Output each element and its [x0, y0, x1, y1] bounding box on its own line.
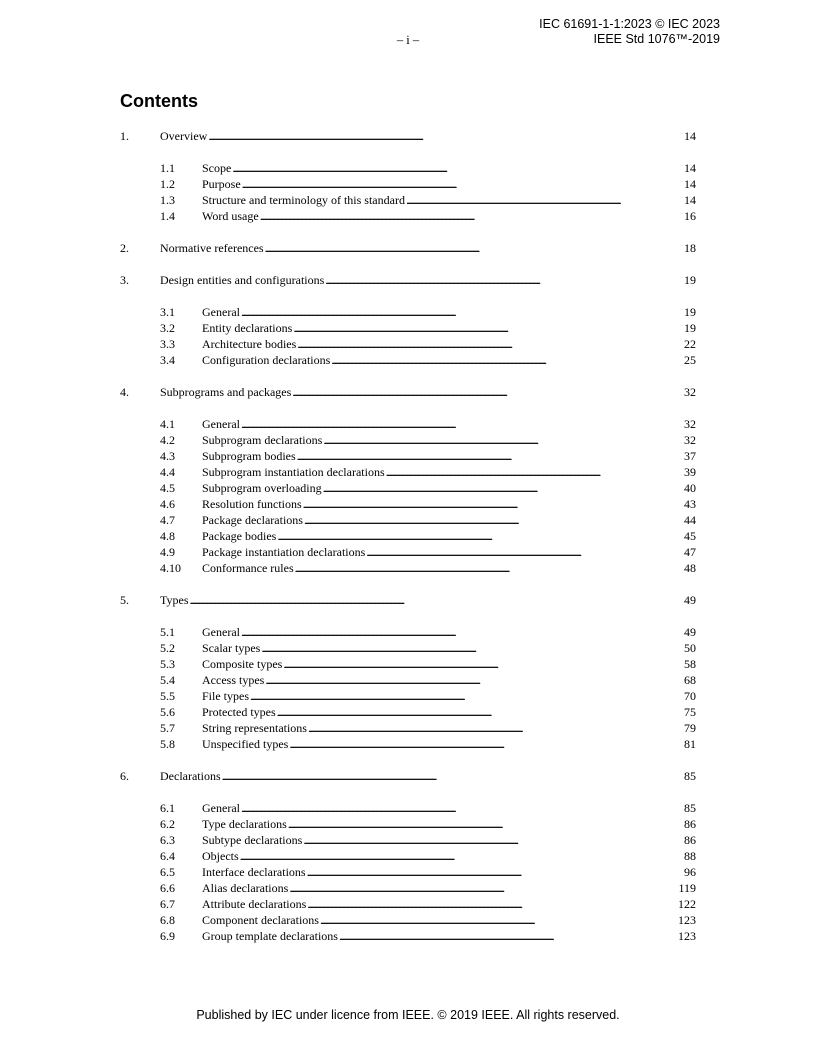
toc-entry-page: 79 — [684, 721, 696, 735]
toc-entry-number: 1. — [120, 129, 129, 143]
toc-subentry-list — [120, 800, 696, 944]
header-standard-iec: IEC 61691-1-1:2023 © IEC 2023 — [539, 17, 720, 31]
toc-entry-label: Alias declarations — [202, 881, 289, 895]
toc-entry-label: Purpose — [202, 177, 241, 191]
toc-entry-label: Normative references — [160, 241, 264, 255]
toc-entry-label: Unspecified types — [202, 737, 289, 751]
toc-entry-label: Conformance rules — [202, 561, 294, 575]
toc-entry-major[interactable] — [120, 768, 696, 784]
dot-leader — [241, 800, 681, 816]
toc-entry-sub[interactable] — [120, 704, 696, 720]
toc-entry-number: 5.3 — [160, 657, 175, 671]
toc-entry-page: 96 — [684, 865, 696, 879]
toc-entry-label: Declarations — [160, 769, 221, 783]
toc-section — [120, 592, 696, 752]
dot-leader — [241, 624, 681, 640]
toc-entry-label: Resolution functions — [202, 497, 302, 511]
toc-section — [120, 272, 696, 368]
toc-entry-page: 49 — [684, 593, 696, 607]
toc-entry-label: Configuration declarations — [202, 353, 331, 367]
toc-subentry-list — [120, 416, 696, 576]
toc-entry-label: Scalar types — [202, 641, 261, 655]
toc-entry-page: 86 — [684, 833, 696, 847]
toc-entry-sub[interactable] — [120, 624, 696, 640]
toc-entry-label: Attribute declarations — [202, 897, 307, 911]
dot-leader — [190, 592, 682, 608]
toc-entry-label: Subprogram declarations — [202, 433, 323, 447]
toc-entry-sub[interactable] — [120, 928, 696, 944]
toc-entry-page: 19 — [684, 273, 696, 287]
toc-entry-sub[interactable] — [120, 560, 696, 576]
toc-entry-sub[interactable] — [120, 320, 696, 336]
toc-entry-page: 45 — [684, 529, 696, 543]
dot-leader — [406, 192, 681, 208]
toc-entry-label: Word usage — [202, 209, 259, 223]
toc-entry-page: 18 — [684, 241, 696, 255]
toc-entry-page: 32 — [684, 385, 696, 399]
toc-entry-label: General — [202, 801, 240, 815]
toc-entry-number: 5.5 — [160, 689, 175, 703]
dot-leader — [339, 928, 675, 944]
toc-entry-number: 3.1 — [160, 305, 175, 319]
toc-entry-label: Subprogram overloading — [202, 481, 322, 495]
toc-entry-sub[interactable] — [120, 176, 696, 192]
toc-entry-number: 5.8 — [160, 737, 175, 751]
dot-leader — [303, 832, 681, 848]
toc-entry-label: Structure and terminology of this standard — [202, 193, 405, 207]
toc-entry-label: Scope — [202, 161, 232, 175]
toc-entry-page: 47 — [684, 545, 696, 559]
toc-entry-major[interactable] — [120, 128, 696, 144]
toc-entry-sub[interactable] — [120, 512, 696, 528]
dot-leader — [240, 848, 681, 864]
toc-entry-page: 16 — [684, 209, 696, 223]
toc-entry-page: 123 — [678, 913, 696, 927]
toc-subentry-list — [120, 624, 696, 752]
toc-entry-page: 58 — [684, 657, 696, 671]
toc-entry-label: Architecture bodies — [202, 337, 297, 351]
toc-entry-page: 14 — [684, 177, 696, 191]
dot-leader — [386, 464, 681, 480]
dot-leader — [325, 272, 681, 288]
toc-entry-page: 68 — [684, 673, 696, 687]
toc-entry-label: Overview — [160, 129, 208, 143]
toc-entry-sub[interactable] — [120, 192, 696, 208]
toc-entry-page: 85 — [684, 801, 696, 815]
toc-entry-sub[interactable] — [120, 848, 696, 864]
dot-leader — [323, 432, 681, 448]
toc-entry-sub[interactable] — [120, 304, 696, 320]
toc-entry-number: 4.6 — [160, 497, 175, 511]
toc-entry-label: Protected types — [202, 705, 276, 719]
toc-entry-page: 88 — [684, 849, 696, 863]
toc-entry-label: Subprogram instantiation declarations — [202, 465, 385, 479]
dot-leader — [260, 208, 681, 224]
toc-entry-number: 6.7 — [160, 897, 175, 911]
toc-entry-label: Group template declarations — [202, 929, 338, 943]
toc-entry-number: 5.1 — [160, 625, 175, 639]
toc-entry-page: 14 — [684, 129, 696, 143]
toc-entry-page: 49 — [684, 625, 696, 639]
dot-leader — [308, 720, 681, 736]
toc-entry-label: Access types — [202, 673, 265, 687]
toc-entry-number: 1.4 — [160, 209, 175, 223]
toc-entry-number: 4.2 — [160, 433, 175, 447]
toc-entry-sub[interactable] — [120, 464, 696, 480]
toc-entry-number: 4.5 — [160, 481, 175, 495]
page-title: Contents — [120, 91, 198, 111]
toc-entry-number: 6.9 — [160, 929, 175, 943]
toc-entry-sub[interactable] — [120, 656, 696, 672]
toc-entry-page: 19 — [684, 321, 696, 335]
toc-entry-number: 5.4 — [160, 673, 175, 687]
toc-entry-sub[interactable] — [120, 432, 696, 448]
toc-entry-page: 50 — [684, 641, 696, 655]
toc-entry-label: Design entities and configurations — [160, 273, 325, 287]
dot-leader — [250, 688, 681, 704]
toc-entry-number: 1.3 — [160, 193, 175, 207]
toc-entry-number: 3.4 — [160, 353, 175, 367]
toc-entry-label: Subprograms and packages — [160, 385, 292, 399]
toc-entry-page: 37 — [684, 449, 696, 463]
toc-entry-sub[interactable] — [120, 688, 696, 704]
toc-entry-sub[interactable] — [120, 736, 696, 752]
toc-entry-label: Subprogram bodies — [202, 449, 296, 463]
toc-entry-sub[interactable] — [120, 640, 696, 656]
toc-entry-sub[interactable] — [120, 880, 696, 896]
toc-entry-page: 86 — [684, 817, 696, 831]
dot-leader — [242, 176, 681, 192]
toc-entry-page: 48 — [684, 561, 696, 575]
toc-entry-label: General — [202, 625, 240, 639]
toc-entry-number: 6.3 — [160, 833, 175, 847]
toc-entry-sub[interactable] — [120, 912, 696, 928]
toc-entry-page: 122 — [678, 897, 696, 911]
toc-entry-sub[interactable] — [120, 832, 696, 848]
toc-entry-number: 2. — [120, 241, 129, 255]
toc-entry-sub[interactable] — [120, 448, 696, 464]
toc-entry-sub[interactable] — [120, 720, 696, 736]
dot-leader — [307, 864, 681, 880]
page-number-marker: – i – — [396, 33, 420, 47]
dot-leader — [265, 240, 681, 256]
toc-entry-sub[interactable] — [120, 160, 696, 176]
toc-entry-page: 39 — [684, 465, 696, 479]
toc-entry-number: 4.9 — [160, 545, 175, 559]
toc-entry-major[interactable] — [120, 384, 696, 400]
dot-leader — [304, 512, 681, 528]
toc-entry-sub[interactable] — [120, 352, 696, 368]
dot-leader — [208, 128, 681, 144]
toc-entry-label: String representations — [202, 721, 307, 735]
toc-entry-label: Package bodies — [202, 529, 277, 543]
toc-entry-number: 3.3 — [160, 337, 175, 351]
toc-entry-label: Package instantiation declarations — [202, 545, 366, 559]
toc-entry-page: 19 — [684, 305, 696, 319]
toc-subentry-list — [120, 304, 696, 368]
toc-entry-label: Type declarations — [202, 817, 287, 831]
toc-entry-page: 40 — [684, 481, 696, 495]
toc-entry-number: 6.8 — [160, 913, 175, 927]
toc-entry-number: 1.2 — [160, 177, 175, 191]
toc-entry-number: 5.7 — [160, 721, 175, 735]
toc-entry-number: 6.5 — [160, 865, 175, 879]
dot-leader — [232, 160, 681, 176]
toc-entry-sub[interactable] — [120, 528, 696, 544]
toc-section — [120, 240, 696, 256]
header-standard-ieee: IEEE Std 1076™-2019 — [593, 32, 720, 46]
toc-entry-sub[interactable] — [120, 416, 696, 432]
toc-entry-sub[interactable] — [120, 336, 696, 352]
footer-copyright: Published by IEC under licence from IEEE. © 2019 IEEE. All rights reserved. — [196, 1008, 620, 1022]
toc-entry-number: 6.1 — [160, 801, 175, 815]
dot-leader — [222, 768, 681, 784]
toc-entry-number: 6.2 — [160, 817, 175, 831]
dot-leader — [261, 640, 681, 656]
toc-entry-page: 123 — [678, 929, 696, 943]
toc-entry-sub[interactable] — [120, 864, 696, 880]
toc-entry-page: 14 — [684, 161, 696, 175]
toc-entry-label: Component declarations — [202, 913, 319, 927]
dot-leader — [265, 672, 681, 688]
dot-leader — [295, 560, 681, 576]
toc-entry-label: General — [202, 417, 240, 431]
toc-entry-sub[interactable] — [120, 816, 696, 832]
toc-entry-page: 25 — [684, 353, 696, 367]
toc-entry-number: 1.1 — [160, 161, 175, 175]
toc-entry-major[interactable] — [120, 240, 696, 256]
toc-entry-number: 4.7 — [160, 513, 175, 527]
toc-entry-sub[interactable] — [120, 544, 696, 560]
toc-entry-page: 70 — [684, 689, 696, 703]
toc-entry-number: 4.3 — [160, 449, 175, 463]
toc-entry-sub[interactable] — [120, 800, 696, 816]
dot-leader — [289, 736, 681, 752]
dot-leader — [293, 320, 681, 336]
toc-subentry-list — [120, 160, 696, 224]
toc-entry-page: 85 — [684, 769, 696, 783]
toc-entry-number: 5.2 — [160, 641, 175, 655]
dot-leader — [288, 816, 681, 832]
dot-leader — [323, 480, 681, 496]
toc-entry-number: 3. — [120, 273, 129, 287]
toc-entry-sub[interactable] — [120, 672, 696, 688]
toc-entry-label: General — [202, 305, 240, 319]
dot-leader — [320, 912, 675, 928]
dot-leader — [292, 384, 681, 400]
toc-entry-label: Interface declarations — [202, 865, 306, 879]
toc-entry-major[interactable] — [120, 592, 696, 608]
toc-entry-label: Entity declarations — [202, 321, 293, 335]
toc-entry-sub[interactable] — [120, 208, 696, 224]
toc-entry-sub[interactable] — [120, 496, 696, 512]
toc-section — [120, 768, 696, 944]
dot-leader — [303, 496, 681, 512]
dot-leader — [241, 416, 681, 432]
toc-entry-label: Types — [160, 593, 189, 607]
toc-entry-sub[interactable] — [120, 480, 696, 496]
dot-leader — [307, 896, 675, 912]
toc-entry-number: 4.8 — [160, 529, 175, 543]
toc-entry-page: 44 — [684, 513, 696, 527]
toc-entry-number: 3.2 — [160, 321, 175, 335]
toc-entry-number: 6. — [120, 769, 129, 783]
toc-entry-sub[interactable] — [120, 896, 696, 912]
toc-entry-label: Objects — [202, 849, 239, 863]
toc-entry-number: 4.10 — [160, 561, 181, 575]
toc-entry-label: Composite types — [202, 657, 283, 671]
toc-entry-number: 6.6 — [160, 881, 175, 895]
dot-leader — [366, 544, 681, 560]
toc-entry-page: 75 — [684, 705, 696, 719]
dot-leader — [331, 352, 681, 368]
toc-entry-number: 4. — [120, 385, 129, 399]
toc-entry-number: 4.1 — [160, 417, 175, 431]
toc-entry-number: 5. — [120, 593, 129, 607]
toc-entry-page: 32 — [684, 433, 696, 447]
dot-leader — [241, 304, 681, 320]
dot-leader — [297, 336, 681, 352]
toc-entry-page: 119 — [678, 881, 696, 895]
toc-entry-number: 4.4 — [160, 465, 175, 479]
table-of-contents — [120, 128, 696, 960]
dot-leader — [277, 528, 681, 544]
toc-entry-number: 5.6 — [160, 705, 175, 719]
dot-leader — [289, 880, 675, 896]
toc-entry-page: 22 — [684, 337, 696, 351]
toc-entry-number: 6.4 — [160, 849, 175, 863]
toc-entry-page: 32 — [684, 417, 696, 431]
toc-entry-page: 81 — [684, 737, 696, 751]
toc-entry-label: Subtype declarations — [202, 833, 303, 847]
toc-entry-label: File types — [202, 689, 249, 703]
dot-leader — [277, 704, 681, 720]
toc-section — [120, 128, 696, 224]
toc-section — [120, 384, 696, 576]
toc-entry-page: 14 — [684, 193, 696, 207]
toc-entry-label: Package declarations — [202, 513, 303, 527]
toc-entry-major[interactable] — [120, 272, 696, 288]
dot-leader — [283, 656, 681, 672]
toc-entry-page: 43 — [684, 497, 696, 511]
dot-leader — [297, 448, 681, 464]
